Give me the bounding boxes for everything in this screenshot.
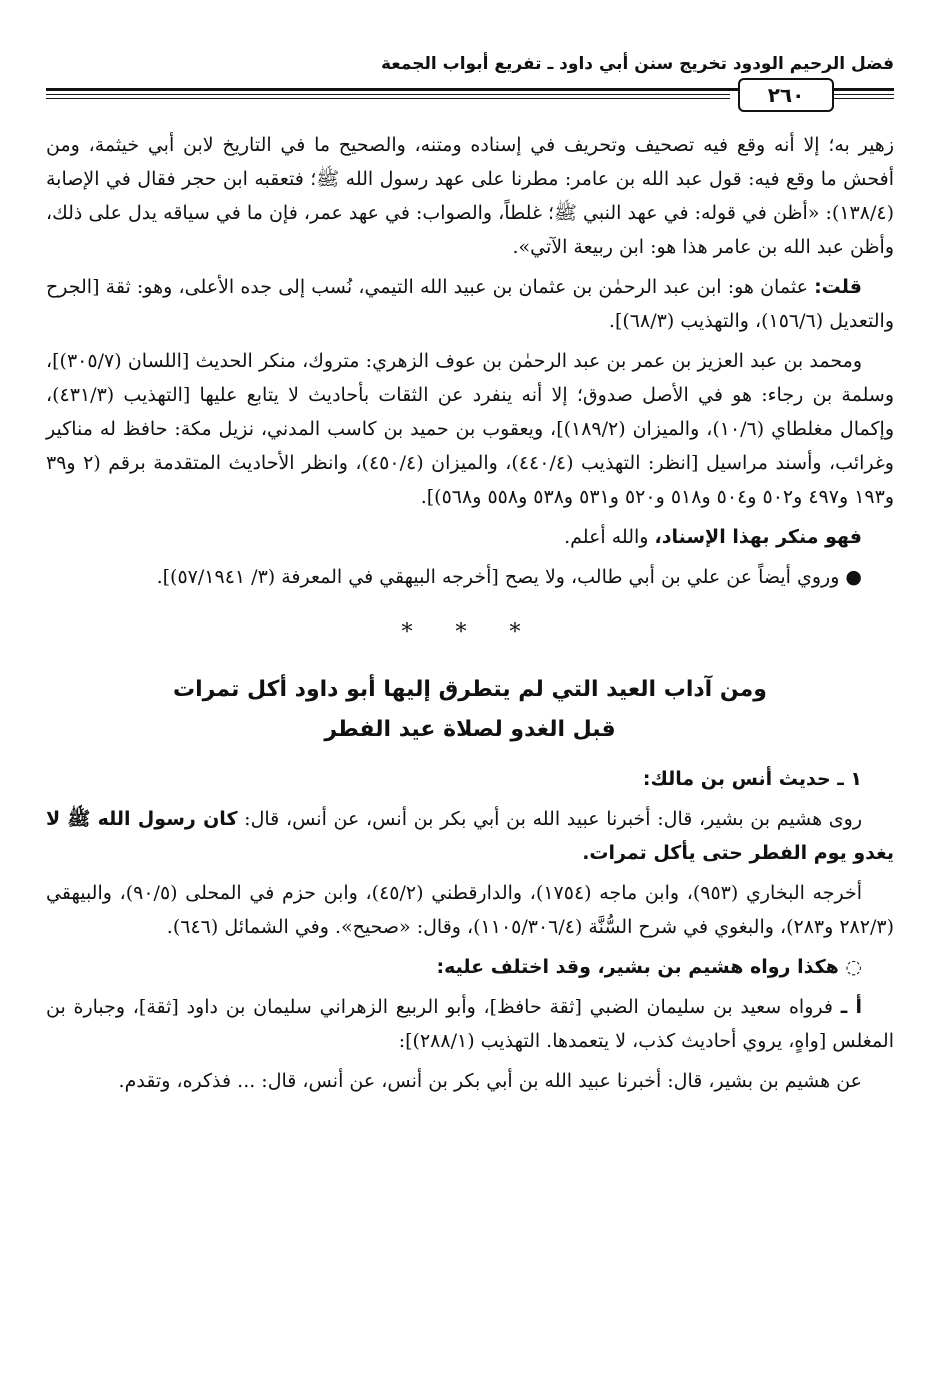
paragraph: زهير به؛ إلا أنه وقع فيه تصحيف وتحريف في إسناده ومتنه، والصحيح ما في التاريخ لابن أبي خيثمة، ومن أفحش ما وقع فيه: قول عبد الله بن عامر: مطرنا على عهد رسول الله ﷺ؛ فتعقبه ابن حجر فقال في الإصابة (١٣٨/٤): «أظن في قوله: في عهد النبي ﷺ؛ غلطاً، والصواب: في عهد عمر، فإن ما في سياقه يدل على ذلك، وأظن عبد الله بن عامر هذا هو: ابن ربيعة الآتي». — [46, 134, 894, 258]
paragraph: ● وروي أيضاً عن علي بن أبي طالب، ولا يصح [أخرجه البيهقي في المعرفة (٣/ ٥٧/١٩٤١)]. — [156, 566, 862, 588]
page-number: ٢٦٠ — [738, 78, 834, 112]
paragraph-text: فرواه سعيد بن سليمان الضبي [ثقة حافظ]، وأبو الربيع الزهراني سليمان بن داود [ثقة]، وجبارة بن المغلس [واهٍ، يروي أحاديث كذب، لا يتعمدها. التهذيب (٢٨٨/١)]: — [46, 996, 894, 1052]
paragraph-text: عثمان هو: ابن عبد الرحمٰن بن عثمان بن عبيد الله التيمي، نُسب إلى جده الأعلى، وهو: ثقة [الجرح والتعديل (١٥٦/٦)، والتهذيب (٦٨/٣)]. — [46, 276, 894, 332]
paragraph-text: روى هشيم بن بشير، قال: أخبرنا عبيد الله بن أبي بكر بن أنس، عن أنس، قال: — [237, 808, 863, 830]
paragraph: عن هشيم بن بشير، قال: أخبرنا عبيد الله بن أبي بكر بن أنس، عن أنس، قال: ... فذكره، وتقدم. — [118, 1070, 862, 1092]
page-body — [46, 128, 894, 1104]
subheading: ١ ـ حديث أنس بن مالك: — [642, 768, 862, 790]
header-rule-left-2 — [46, 98, 730, 99]
paragraph: أخرجه البخاري (٩٥٣)، وابن ماجه (١٧٥٤)، والدارقطني (٤٥/٢)، وابن حزم في المحلى (٩٠/٥)، والبيهقي (٢٨٢/٣ و٢٨٣)، والبغوي في شرح السُّنَّة (١١٠٥/٣٠٦/٤)، وقال: «صحيح». وفي الشمائل (٦٤٦). — [46, 882, 894, 938]
section-divider-stars: * * * — [401, 620, 539, 645]
qultu-label: قلت: — [814, 276, 862, 298]
header-rule-right-1 — [834, 94, 894, 95]
paragraph: ومحمد بن عبد العزيز بن عمر بن عبد الرحمٰن بن عوف الزهري: متروك، منكر الحديث [اللسان (٣٠٥/٧)]، وسلمة بن رجاء: هو في الأصل صدوق؛ إلا أنه ينفرد عن الثقات بأحاديث لا يتابع عليها [التهذيب (٤٣١/٣)، وإكمال مغلطاي (١٠/٦)، والميزان (١٨٩/٢)]، ويعقوب بن حميد بن كاسب المدني، نزيل مكة: حافظ له مناكير وغرائب، وأسند مراسيل [انظر: التهذيب (٤٤٠/٤)، والميزان (٤٥٠/٤)، وانظر الأحاديث المتقدمة برقم (٢ و٣٩ و١٩٣ و٤٩٧ و٥٠٢ و٥٠٤ و٥١٨ و٥٢٠ و٥٣١ و٥٣٨ و٥٥٨ و٥٦٨)]. — [46, 350, 895, 508]
page-header — [46, 48, 894, 128]
hadith-text: كان رسول الله ﷺ لا يغدو يوم الفطر حتى يأكل تمرات. — [46, 808, 894, 864]
heading-line-2: قبل الغدو لصلاة عيد الفطر — [324, 717, 616, 742]
paragraph — [46, 802, 894, 870]
heading-line-1: ومن آداب العيد التي لم يتطرق إليها أبو داود أكل تمرات — [173, 677, 767, 702]
paragraph — [46, 270, 894, 338]
subheading: ◌ هكذا رواه هشيم بن بشير، وقد اختلف عليه: — [436, 956, 862, 978]
header-rule-left-1 — [46, 94, 730, 95]
item-label: أ ـ — [840, 996, 863, 1018]
paragraph-text: والله أعلم. — [564, 526, 655, 548]
running-title: فضل الرحيم الودود تخريج سنن أبي داود ـ تفريع أبواب الجمعة — [380, 54, 894, 74]
section-heading — [46, 670, 894, 750]
verdict-bold: فهو منكر بهذا الإسناد، — [654, 526, 862, 548]
paragraph — [46, 990, 894, 1058]
paragraph — [46, 520, 894, 554]
header-rule-right-2 — [834, 98, 894, 99]
